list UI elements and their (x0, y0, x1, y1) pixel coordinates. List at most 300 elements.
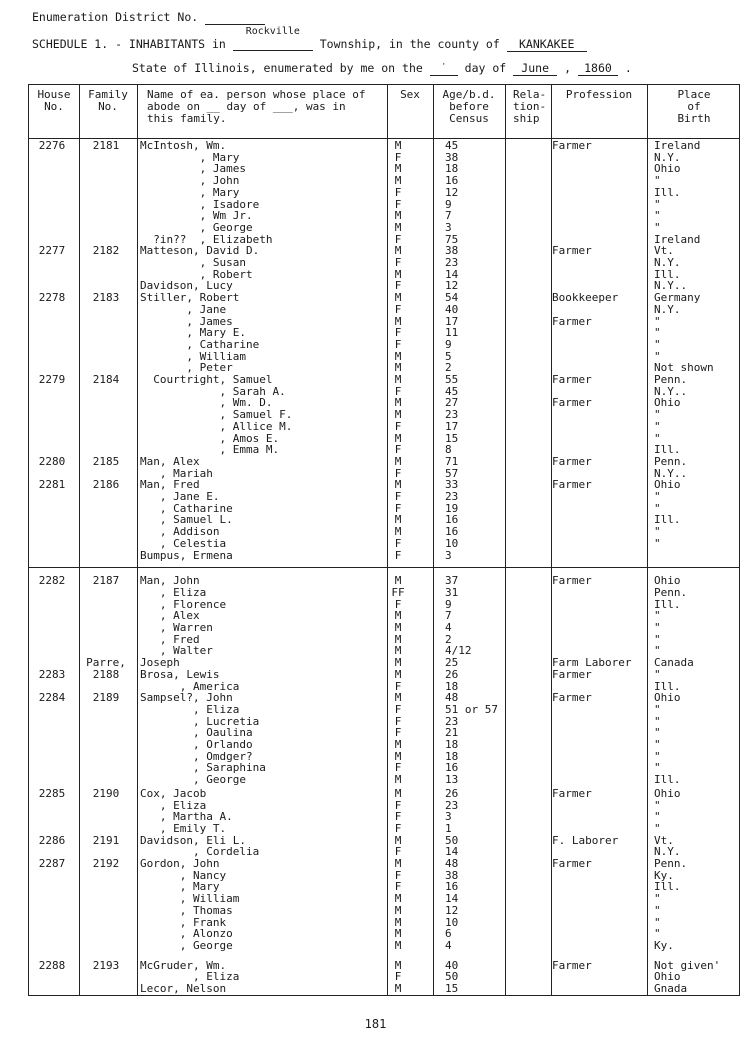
cell-sex: M (394, 373, 402, 386)
table-row (28, 245, 740, 257)
cell-birth: Ohio (654, 478, 681, 492)
cell-name: Courtright, Samuel (140, 373, 273, 386)
cell-age: 14 (445, 892, 459, 906)
cell-birth: " (654, 419, 661, 433)
cell-name: , Addison (140, 525, 220, 539)
cell-birth: Penn. (654, 373, 688, 386)
township-suffix: Township, in the county of (319, 37, 500, 51)
table-row (28, 468, 740, 480)
cell-age: 51 or 57 (445, 702, 498, 716)
cell-name: , Orlando (140, 738, 253, 751)
cell-sex: F (394, 326, 402, 340)
cell-sex: F (394, 232, 402, 246)
table-row (28, 881, 740, 893)
cell-name: , Allice M. (140, 419, 293, 433)
cell-name: , George (140, 773, 246, 787)
cell-prof: Farmer (552, 454, 592, 468)
cell-birth: " (654, 915, 661, 929)
cell-age: 23 (445, 490, 459, 503)
cell-name: McGruder, Wm. (140, 958, 227, 972)
cell-family: 2182 (92, 244, 120, 258)
cell-name: , America (140, 679, 240, 693)
township-value: Rockville (245, 26, 300, 37)
table-row (28, 681, 740, 693)
cell-name: , Peter (140, 361, 233, 375)
table-row (28, 587, 740, 599)
cell-name: McIntosh, Wm. (140, 139, 227, 152)
cell-name: , Saraphina (140, 761, 266, 775)
cell-sex: M (394, 513, 402, 527)
cell-age: 38 (445, 150, 459, 164)
table-row (28, 800, 740, 812)
table-row (28, 971, 740, 983)
cell-prof: Farmer (552, 314, 592, 328)
table-row (28, 362, 740, 374)
table-row (28, 634, 740, 646)
cell-prof: Farmer (552, 958, 592, 972)
cell-name: , Oaulina (140, 726, 253, 740)
cell-age: 12 (445, 279, 459, 293)
table-row (28, 704, 740, 716)
cell-name: , Eliza (140, 970, 240, 984)
cell-birth: " (654, 536, 661, 550)
cell-sex: M (394, 938, 402, 952)
cell-birth: N.Y.. (654, 384, 688, 398)
cell-birth: Ohio (654, 396, 681, 410)
cell-birth: Ireland (654, 232, 701, 246)
cell-sex: M (394, 691, 402, 705)
table-row (28, 257, 740, 269)
cell-sex: M (394, 574, 402, 588)
table-row (28, 199, 740, 211)
cell-sex: M (394, 656, 402, 670)
cell-sex: F (394, 150, 402, 164)
cell-prof: F. Laborer (552, 833, 619, 847)
table-row (28, 622, 740, 634)
comma: , (564, 61, 572, 75)
table-row (28, 433, 740, 445)
cell-sex: M (394, 454, 402, 468)
cell-name: , Eliza (140, 702, 240, 716)
cell-birth: N.Y. (654, 302, 681, 316)
cell-birth: Ohio (654, 574, 681, 588)
cell-birth: " (654, 821, 661, 835)
cell-sex: F (394, 256, 402, 269)
cell-age: 19 (445, 501, 459, 515)
cell-sex: M (394, 431, 402, 445)
cell-house: 2279 (38, 373, 66, 386)
cell-birth: Not given' (654, 958, 721, 972)
cell-age: 31 (445, 585, 459, 599)
cell-age: 23 (445, 714, 459, 728)
cell-age: 14 (445, 267, 459, 281)
cell-age: 38 (445, 244, 459, 258)
cell-house: 2276 (38, 139, 66, 152)
cell-sex: M (394, 349, 402, 363)
cell-house: 2284 (38, 691, 66, 705)
cell-birth: Penn. (654, 454, 688, 468)
table-row (28, 152, 740, 164)
cell-age: 18 (445, 749, 459, 763)
cell-age: 50 (445, 833, 459, 847)
table-row (28, 762, 740, 774)
cell-name: , Jane (140, 302, 227, 316)
cell-birth: " (654, 337, 661, 351)
cell-birth: Ill. (654, 679, 681, 693)
cell-age: 26 (445, 667, 459, 681)
cell-birth: " (654, 667, 661, 681)
cell-age: 7 (445, 209, 452, 223)
cell-name: Man, Alex (140, 454, 200, 468)
table-row (28, 739, 740, 751)
cell-age: 38 (445, 868, 459, 882)
table-row (28, 960, 740, 972)
cell-sex: M (394, 174, 402, 188)
cell-prof: Farmer (552, 396, 592, 410)
table-row (28, 140, 740, 152)
cell-age: 12 (445, 185, 459, 199)
table-row (28, 526, 740, 538)
cell-age: 10 (445, 915, 459, 929)
cell-prof: Farmer (552, 478, 592, 492)
cell-age: 40 (445, 302, 459, 316)
cell-family: 2185 (92, 454, 120, 468)
cell-name: , William (140, 892, 240, 906)
cell-birth: N.Y. (654, 150, 681, 164)
cell-name: , William (140, 349, 246, 363)
cell-sex: M (394, 162, 402, 176)
cell-age: 17 (445, 419, 459, 433)
table-row (28, 479, 740, 491)
cell-name: ?in?? , Elizabeth (140, 232, 273, 246)
cell-sex: F (394, 501, 402, 515)
cell-birth: " (654, 349, 661, 363)
cell-age: 8 (445, 443, 452, 457)
cell-house: 2288 (38, 958, 66, 972)
cell-sex: F (394, 490, 402, 503)
table-row (28, 727, 740, 739)
cell-sex: M (394, 903, 402, 917)
cell-sex: M (394, 525, 402, 539)
cell-age: 6 (445, 927, 452, 941)
cell-birth: " (654, 490, 661, 503)
table-row (28, 774, 740, 786)
cell-age: 14 (445, 845, 459, 859)
cell-sex: FF (391, 585, 405, 599)
schedule-line (32, 26, 587, 52)
cell-name: , Mary E. (140, 326, 246, 340)
cell-name: Lecor, Nelson (140, 982, 227, 995)
cell-sex: M (394, 773, 402, 787)
table-row (28, 751, 740, 763)
cell-name: Gordon, John (140, 857, 220, 870)
cell-age: 50 (445, 970, 459, 984)
cell-name: , Catharine (140, 501, 233, 515)
cell-sex: M (394, 291, 402, 305)
cell-age: 37 (445, 574, 459, 588)
table-row (28, 280, 740, 292)
table-row (28, 928, 740, 940)
cell-age: 18 (445, 738, 459, 751)
cell-birth: N.Y.. (654, 279, 688, 293)
cell-sex: M (394, 396, 402, 410)
table-row (28, 823, 740, 835)
cell-name: , Cordelia (140, 845, 260, 859)
cell-age: 57 (445, 466, 459, 480)
cell-name: , James (140, 314, 233, 328)
cell-sex: M (394, 621, 402, 634)
cell-sex: F (394, 302, 402, 316)
cell-age: 2 (445, 361, 452, 375)
cell-sex: M (394, 915, 402, 929)
cell-birth: Penn. (654, 585, 688, 599)
cell-age: 16 (445, 761, 459, 775)
cell-sex: M (394, 408, 402, 422)
cell-age: 25 (445, 656, 459, 670)
cell-name: , Martha A. (140, 810, 233, 824)
table-row (28, 397, 740, 409)
cell-sex: M (394, 749, 402, 763)
cell-sex: M (394, 786, 402, 800)
table-row (28, 386, 740, 398)
table-row (28, 692, 740, 704)
table-row (28, 491, 740, 503)
cell-birth: " (654, 738, 661, 751)
cell-age: 23 (445, 408, 459, 422)
cell-prof: Farmer (552, 373, 592, 386)
cell-family: 2187 (92, 574, 120, 588)
cell-name: , John (140, 174, 240, 188)
cell-sex: M (394, 478, 402, 492)
cell-age: 3 (445, 220, 452, 234)
cell-name: Cox, Jacob (140, 786, 207, 800)
cell-age: 16 (445, 174, 459, 188)
cell-birth: Ireland (654, 139, 701, 152)
table-row (28, 599, 740, 611)
state-prefix: State of Illinois, enumerated by me on the (132, 61, 423, 75)
cell-family: 2183 (92, 291, 120, 305)
table-row (28, 234, 740, 246)
cell-name: Davidson, Lucy (140, 279, 233, 293)
cell-age: 3 (445, 548, 452, 562)
table-row (28, 550, 740, 562)
state-line (132, 61, 632, 76)
cell-birth: " (654, 810, 661, 824)
cell-prof: Farmer (552, 139, 592, 152)
cell-house: 2286 (38, 833, 66, 847)
cell-birth: " (654, 702, 661, 716)
cell-birth: Canada (654, 656, 694, 670)
cell-name: , Omdger? (140, 749, 253, 763)
cell-birth: " (654, 197, 661, 211)
cell-birth: Ky. (654, 938, 674, 952)
cell-age: 1 (445, 821, 452, 835)
cell-sex: M (394, 833, 402, 847)
cell-name: Matteson, David D. (140, 244, 260, 258)
table-row (28, 788, 740, 800)
cell-age: 21 (445, 726, 459, 740)
cell-age: 18 (445, 679, 459, 693)
cell-age: 55 (445, 373, 459, 386)
cell-sex: F (394, 845, 402, 859)
cell-birth: " (654, 525, 661, 539)
cell-sex: F (394, 810, 402, 824)
cell-sex: M (394, 667, 402, 681)
cell-name: , Alex (140, 609, 200, 623)
household-divider (28, 567, 740, 568)
cell-family: Parre, (86, 656, 126, 670)
cell-age: 16 (445, 513, 459, 527)
table-row (28, 893, 740, 905)
cell-age: 7 (445, 609, 452, 623)
cell-sex: F (394, 821, 402, 835)
cell-house: 2278 (38, 291, 66, 305)
cell-sex: F (394, 337, 402, 351)
cell-age: 33 (445, 478, 459, 492)
cell-sex: F (394, 443, 402, 457)
cell-age: 75 (445, 232, 459, 246)
cell-sex: M (394, 209, 402, 223)
cell-age: 27 (445, 396, 459, 410)
table-row (28, 210, 740, 222)
cell-birth: " (654, 927, 661, 941)
year-value: 1860 (578, 61, 618, 76)
cell-name: Joseph (140, 656, 180, 670)
cell-prof: Farmer (552, 691, 592, 705)
cell-sex: M (394, 738, 402, 751)
cell-birth: " (654, 761, 661, 775)
cell-sex: F (394, 798, 402, 812)
cell-name: , Wm Jr. (140, 209, 253, 223)
cell-name: , Emily T. (140, 821, 227, 835)
cell-birth: Ill. (654, 880, 681, 894)
cell-sex: F (394, 279, 402, 293)
cell-age: 23 (445, 256, 459, 269)
cell-name: Bumpus, Ermena (140, 548, 233, 562)
cell-birth: " (654, 892, 661, 906)
cell-house: 2282 (38, 574, 66, 588)
cell-age: 48 (445, 857, 459, 870)
cell-birth: " (654, 726, 661, 740)
cell-name: , George (140, 938, 233, 952)
table-row (28, 339, 740, 351)
cell-prof: Farmer (552, 244, 592, 258)
cell-age: 4 (445, 938, 452, 952)
table-row (28, 858, 740, 870)
cell-family: 2181 (92, 139, 120, 152)
cell-name: , Mary (140, 150, 240, 164)
cell-age: 54 (445, 291, 459, 305)
col-sex-header: Sex (400, 88, 420, 101)
table-row (28, 222, 740, 234)
cell-birth: " (654, 609, 661, 623)
cell-name: , Florence (140, 597, 227, 611)
table-row (28, 538, 740, 550)
cell-sex: F (394, 185, 402, 199)
col-relationship-header: Rela- tion- ship (513, 88, 547, 125)
cell-age: 45 (445, 384, 459, 398)
cell-birth: " (654, 903, 661, 917)
cell-birth: Ill. (654, 267, 681, 281)
table-row (28, 669, 740, 681)
cell-prof: Farm Laborer (552, 656, 632, 670)
cell-name: Man, John (140, 574, 200, 588)
cell-family: 2193 (92, 958, 120, 972)
table-row (28, 940, 740, 952)
cell-age: 2 (445, 632, 452, 646)
period: . (624, 61, 632, 75)
cell-age: 9 (445, 197, 452, 211)
col-profession-header: Profession (565, 88, 633, 101)
cell-birth: " (654, 431, 661, 445)
cell-sex: F (394, 880, 402, 894)
col-family-header: Family No. (88, 88, 128, 113)
day-value: ˙ (430, 61, 458, 76)
cell-house: 2283 (38, 667, 66, 681)
col-house-header: House No. (37, 88, 71, 113)
cell-age: 5 (445, 349, 452, 363)
cell-age: 26 (445, 786, 459, 800)
cell-name: , George (140, 220, 253, 234)
district-blank (205, 10, 265, 25)
cell-sex: F (394, 466, 402, 480)
table-row (28, 870, 740, 882)
cell-birth: " (654, 209, 661, 223)
cell-age: 11 (445, 326, 459, 340)
table-row (28, 657, 740, 669)
cell-house: 2287 (38, 857, 66, 870)
cell-name: , Sarah A. (140, 384, 286, 398)
cell-name: Davidson, Eli L. (140, 833, 246, 847)
cell-name: , Jane E. (140, 490, 220, 503)
table-row (28, 846, 740, 858)
cell-birth: Ky. (654, 868, 674, 882)
cell-sex: M (394, 632, 402, 646)
cell-age: 18 (445, 162, 459, 176)
township-field (233, 26, 313, 51)
cell-name: , Thomas (140, 903, 233, 917)
table-row (28, 316, 740, 328)
table-row (28, 917, 740, 929)
table-row (28, 905, 740, 917)
cell-birth: N.Y. (654, 845, 681, 859)
cell-sex: F (394, 384, 402, 398)
cell-sex: M (394, 644, 402, 658)
cell-sex: M (394, 927, 402, 941)
schedule-label: SCHEDULE 1. - INHABITANTS in (32, 37, 226, 51)
cell-family: 2190 (92, 786, 120, 800)
cell-birth: Ill. (654, 773, 681, 787)
day-of-label: day of (464, 61, 507, 75)
table-row (28, 163, 740, 175)
table-row (28, 835, 740, 847)
cell-name: , Emma M. (140, 443, 280, 457)
cell-age: 9 (445, 597, 452, 611)
cell-prof: Farmer (552, 786, 592, 800)
cell-house: 2281 (38, 478, 66, 492)
table-row (28, 444, 740, 456)
cell-family: 2188 (92, 667, 120, 681)
cell-birth: Ohio (654, 786, 681, 800)
cell-sex: F (394, 419, 402, 433)
cell-birth: " (654, 220, 661, 234)
cell-sex: F (394, 702, 402, 716)
cell-sex: M (394, 892, 402, 906)
table-row (28, 292, 740, 304)
cell-name: , Walter (140, 644, 213, 658)
cell-birth: Not shown (654, 361, 714, 375)
cell-name: , Frank (140, 915, 227, 929)
